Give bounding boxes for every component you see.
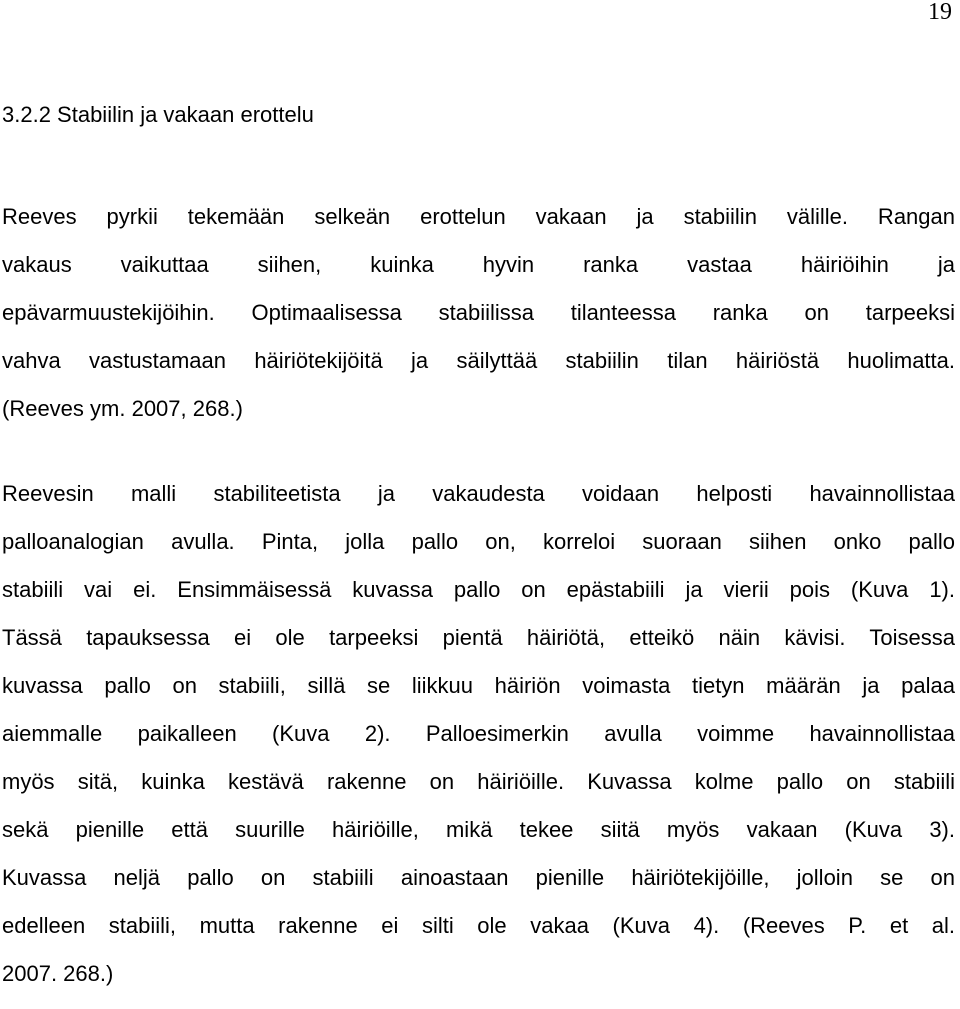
text-line: aiemmalle paikalleen (Kuva 2). Palloesimerkin avulla voimme havainnollistaa bbox=[2, 721, 955, 746]
page-number: 19 bbox=[928, 0, 952, 25]
text-line: Kuvassa neljä pallo on stabiili ainoastaan pienille häiriötekijöille, jolloin se on bbox=[2, 865, 955, 890]
text-line: vahva vastustamaan häiriötekijöitä ja säilyttää stabiilin tilan häiriöstä huolimatta. bbox=[2, 348, 955, 373]
text-line: palloanalogian avulla. Pinta, jolla pallo on, korreloi suoraan siihen onko pallo bbox=[2, 529, 955, 554]
text-line: myös sitä, kuinka kestävä rakenne on häiriöille. Kuvassa kolme pallo on stabiili bbox=[2, 769, 955, 794]
text-line: Reeves pyrkii tekemään selkeän erottelun vakaan ja stabiilin välille. Rangan bbox=[2, 204, 955, 229]
text-line: kuvassa pallo on stabiili, sillä se liikkuu häiriön voimasta tietyn määrän ja palaa bbox=[2, 673, 955, 698]
section-heading: 3.2.2 Stabiilin ja vakaan erottelu bbox=[2, 102, 314, 127]
text-line: vakaus vaikuttaa siihen, kuinka hyvin ranka vastaa häiriöihin ja bbox=[2, 252, 955, 277]
text-line: epävarmuustekijöihin. Optimaalisessa stabiilissa tilanteessa ranka on tarpeeksi bbox=[2, 300, 955, 325]
text-line: Reevesin malli stabiliteetista ja vakaudesta voidaan helposti havainnollistaa bbox=[2, 481, 955, 506]
text-line: stabiili vai ei. Ensimmäisessä kuvassa pallo on epästabiili ja vierii pois (Kuva 1). bbox=[2, 577, 955, 602]
text-line: 2007. 268.) bbox=[2, 961, 114, 986]
text-line: edelleen stabiili, mutta rakenne ei silti ole vakaa (Kuva 4). (Reeves P. et al. bbox=[2, 913, 955, 938]
text-line: Tässä tapauksessa ei ole tarpeeksi pientä häiriötä, etteikö näin kävisi. Toisessa bbox=[2, 625, 955, 650]
paragraph-ball-analogy bbox=[2, 481, 955, 1009]
text-line: (Reeves ym. 2007, 268.) bbox=[2, 396, 243, 421]
text-line: sekä pienille että suurille häiriöille, mikä tekee siitä myös vakaan (Kuva 3). bbox=[2, 817, 955, 842]
paragraph-stability-definition bbox=[2, 204, 955, 444]
